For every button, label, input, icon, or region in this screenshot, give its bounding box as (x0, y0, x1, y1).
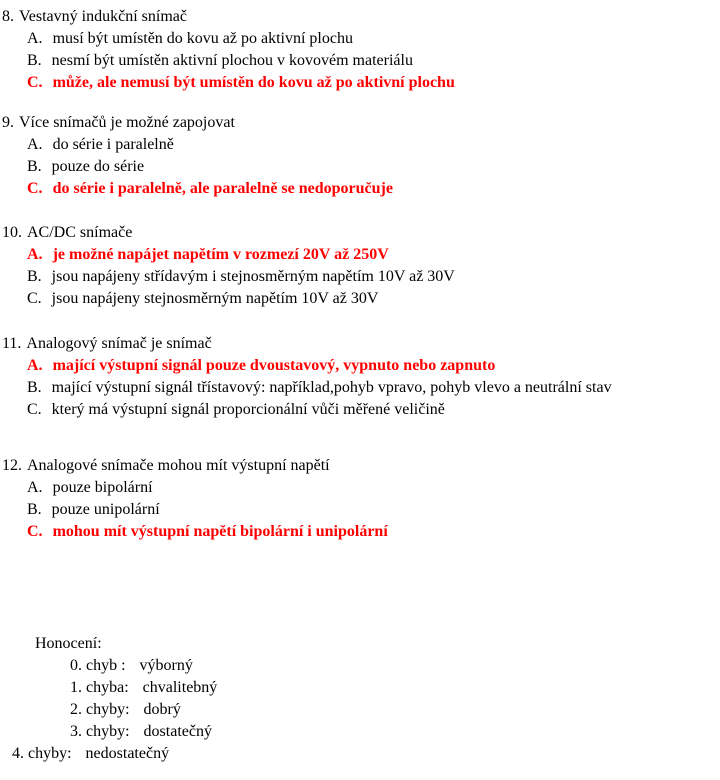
option-text: musí být umístěn do kovu až po aktivní plochu (52, 30, 353, 47)
question-9-title (2, 112, 720, 134)
grading-scale-item-0 (70, 655, 720, 677)
grading-scale-item-1 (70, 677, 720, 699)
option-text: nesmí být umístěn aktivní plochou v kovovém materiálu (51, 52, 413, 69)
question-12-option-b (2, 499, 720, 521)
option-text: pouze do série (51, 158, 145, 175)
option-label: C. (27, 523, 43, 540)
question-10-text: AC/DC snímače (27, 224, 133, 241)
option-text: pouze bipolární (52, 479, 153, 496)
option-text: jsou napájeny stejnosměrným napětím 10V až 30V (51, 290, 379, 307)
scale-grade: dostatečný (143, 723, 212, 740)
question-11-option-b (2, 377, 677, 399)
option-text: jsou napájeny střídavým i stejnosměrným napětím 10V až 30V (51, 268, 455, 285)
grading-scale-item-3 (70, 721, 720, 743)
question-12-option-a (2, 477, 720, 499)
question-8-option-c (2, 72, 720, 94)
option-label: C. (27, 290, 42, 307)
scale-label: 2. chyby: (70, 701, 130, 718)
question-8-option-a (2, 28, 720, 50)
option-label: B. (27, 158, 42, 175)
question-11-number: 11. (2, 335, 22, 352)
question-11-option-a (2, 355, 720, 377)
question-12-option-c (2, 521, 720, 543)
question-9 (2, 112, 720, 200)
option-label: B. (27, 379, 42, 396)
option-text: může, ale nemusí být umístěn do kovu až po aktivní plochu (52, 74, 455, 91)
question-11-option-c (2, 399, 720, 421)
question-11-text: Analogový snímač je snímač (26, 335, 212, 352)
option-text: mající výstupní signál třístavový: například,pohyb vpravo, pohyb vlevo a neutrální stav (51, 379, 612, 396)
question-9-number: 9. (2, 114, 14, 131)
question-11-title (2, 333, 720, 355)
option-text: je možné napájet napětím v rozmezí 20V až 250V (52, 246, 389, 263)
question-12-text: Analogové snímače mohou mít výstupní napětí (27, 457, 330, 474)
scale-grade: chvalitebný (142, 679, 218, 696)
question-9-option-c (2, 178, 720, 200)
scale-label: 0. chyb : (70, 657, 126, 674)
option-label: B. (27, 268, 42, 285)
question-10-title (2, 222, 720, 244)
grading-section (2, 633, 720, 765)
question-9-option-b (2, 156, 720, 178)
question-9-option-a (2, 134, 720, 156)
question-8 (2, 6, 720, 94)
option-label: A. (27, 357, 43, 374)
option-label: A. (27, 246, 43, 263)
option-label: A. (27, 30, 43, 47)
question-10-option-b (2, 266, 720, 288)
scale-label: 1. chyba: (70, 679, 129, 696)
scale-grade: dobrý (143, 701, 181, 718)
grading-heading: Honocení: (35, 635, 102, 652)
option-label: C. (27, 180, 43, 197)
option-text: do série i paralelně, ale paralelně se nedoporučuje (52, 180, 393, 197)
question-8-text: Vestavný indukční snímač (19, 8, 187, 25)
option-text: mohou mít výstupní napětí bipolární i unipolární (52, 523, 388, 540)
option-label: A. (27, 479, 43, 496)
question-12 (2, 455, 720, 543)
option-label: B. (27, 501, 42, 518)
scale-grade: nedostatečný (85, 745, 170, 762)
question-8-option-b (2, 50, 720, 72)
option-label: A. (27, 136, 43, 153)
question-11 (2, 333, 720, 421)
question-12-title (2, 455, 720, 477)
option-text: který má výstupní signál proporcionální vůči měřené veličině (51, 401, 445, 418)
question-10-option-a (2, 244, 720, 266)
option-label: B. (27, 52, 42, 69)
question-9-text: Více snímačů je možné zapojovat (19, 114, 235, 131)
scale-label: 3. chyby: (70, 723, 130, 740)
question-8-number: 8. (2, 8, 14, 25)
grading-scale-item-4 (12, 743, 720, 765)
option-text: pouze unipolární (51, 501, 160, 518)
scale-grade: výborný (139, 657, 193, 674)
scale-label: 4. chyby: (12, 745, 72, 762)
option-label: C. (27, 74, 43, 91)
question-10 (2, 222, 720, 310)
option-text: mající výstupní signál pouze dvoustavový, vypnuto nebo zapnuto (52, 357, 496, 374)
question-12-number: 12. (2, 457, 22, 474)
grading-scale-item-2 (70, 699, 720, 721)
option-label: C. (27, 401, 42, 418)
question-10-number: 10. (2, 224, 22, 241)
question-10-option-c (2, 288, 720, 310)
question-8-title (2, 6, 720, 28)
option-text: do série i paralelně (52, 136, 174, 153)
